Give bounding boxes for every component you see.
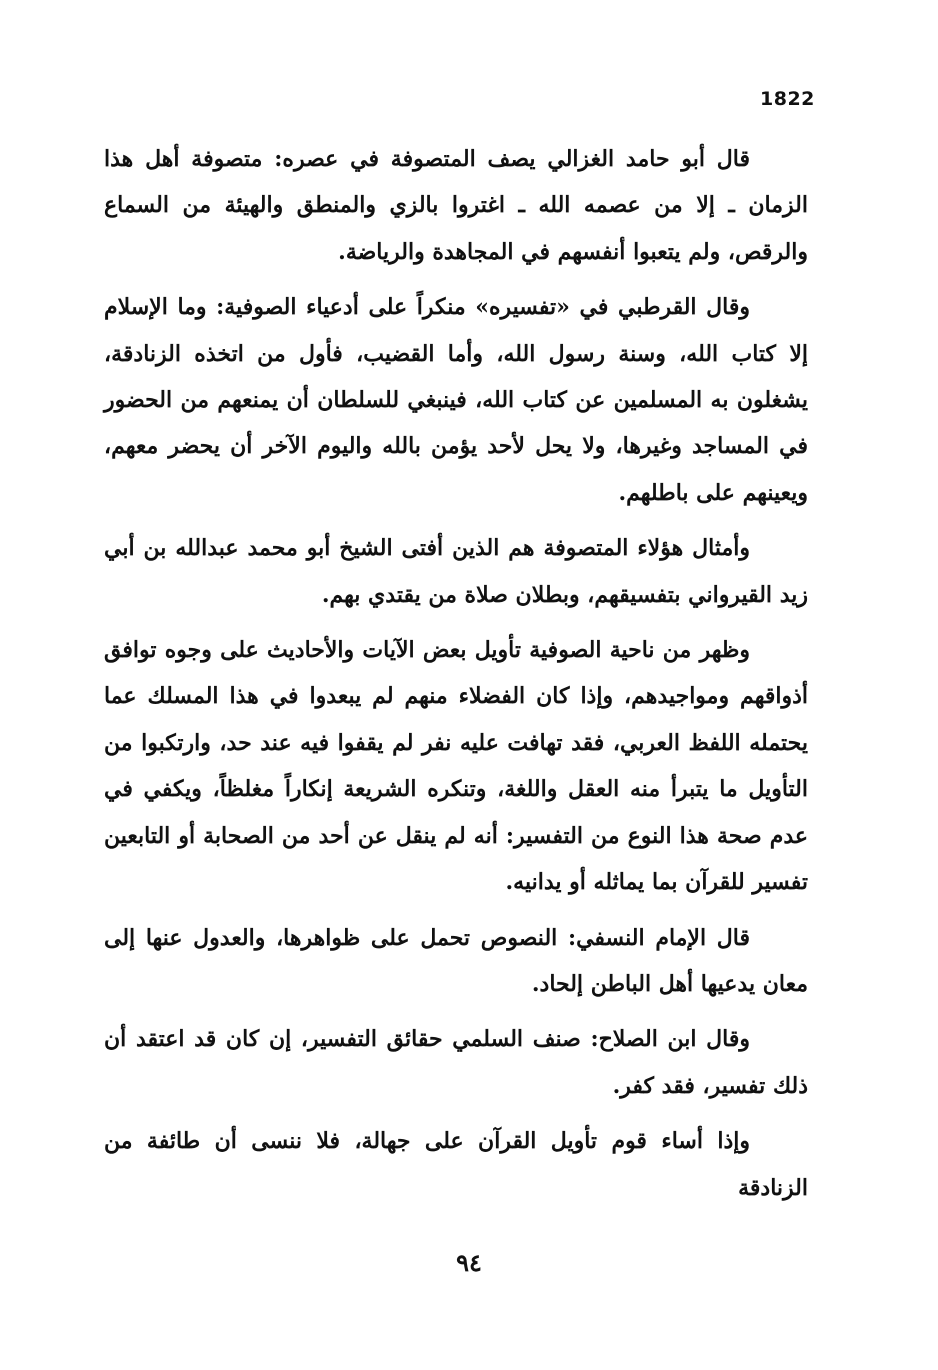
journal-page-number: 1822 — [760, 88, 815, 110]
paragraph-qurtubi-quote: وقال القرطبي في «تفسيره» منكراً على أدعياء الصوفية: وما الإسلام إلا كتاب الله، وسنة رسول الله، وأما القضيب، فأول من اتخذه الزنادقة، يشغلون به المسلمين عن كتاب الله، فينبغي للسلطان أن يمنعهم من الحضور في المساجد وغيرها، ولا يحل لأحد يؤمن بالله واليوم الآخر أن يحضر معهم، ويعينهم على باطلهم. — [104, 294, 808, 506]
paragraph-nasafi-quote: قال الإمام النسفي: النصوص تحمل على ظواهرها، والعدول عنها إلى معان يدعيها أهل الباطن إلحاد. — [104, 924, 808, 997]
article-body — [104, 136, 808, 1220]
paragraph-ghazali-quote: قال أبو حامد الغزالي يصف المتصوفة في عصره: متصوفة أهل هذا الزمان ـ إلا من عصمه الله ـ اغتروا بالزي والمنطق والهيئة من السماع والرقص، ولم يتعبوا أنفسهم في المجاهدة والرياضة. — [104, 146, 808, 265]
book-page-number: ٩٤ — [456, 1248, 482, 1277]
paragraph-qayrawani-fatwa: وأمثال هؤلاء المتصوفة هم الذين أفتى الشيخ أبو محمد عبدالله بن أبي زيد القيرواني بتفسيقهم، وبطلان صلاة من يقتدي بهم. — [104, 535, 808, 608]
paragraph-zanadiqa-intro: وإذا أساء قوم تأويل القرآن على جهالة، فلا ننسى أن طائفة من الزنادقة — [104, 1128, 808, 1201]
paragraph-sufi-interpretation: وظهر من ناحية الصوفية تأويل بعض الآيات والأحاديث على وجوه توافق أذواقهم ومواجيدهم، وإذا كان الفضلاء منهم لم يبعدوا في هذا المسلك عما يحتمله اللفظ العربي، فقد تهافت عليه نفر لم يقفوا فيه عند حد، وارتكبوا من التأويل ما يتبرأ منه العقل واللغة، وتنكره الشريعة إنكاراً مغلظاً، ويكفي في عدم صحة هذا النوع من التفسير: أنه لم ينقل عن أحد من الصحابة أو التابعين تفسير للقرآن بما يماثله أو يدانيه. — [104, 637, 808, 896]
paragraph-ibn-salah-quote: وقال ابن الصلاح: صنف السلمي حقائق التفسير، إن كان قد اعتقد أن ذلك تفسير، فقد كفر. — [104, 1026, 808, 1099]
